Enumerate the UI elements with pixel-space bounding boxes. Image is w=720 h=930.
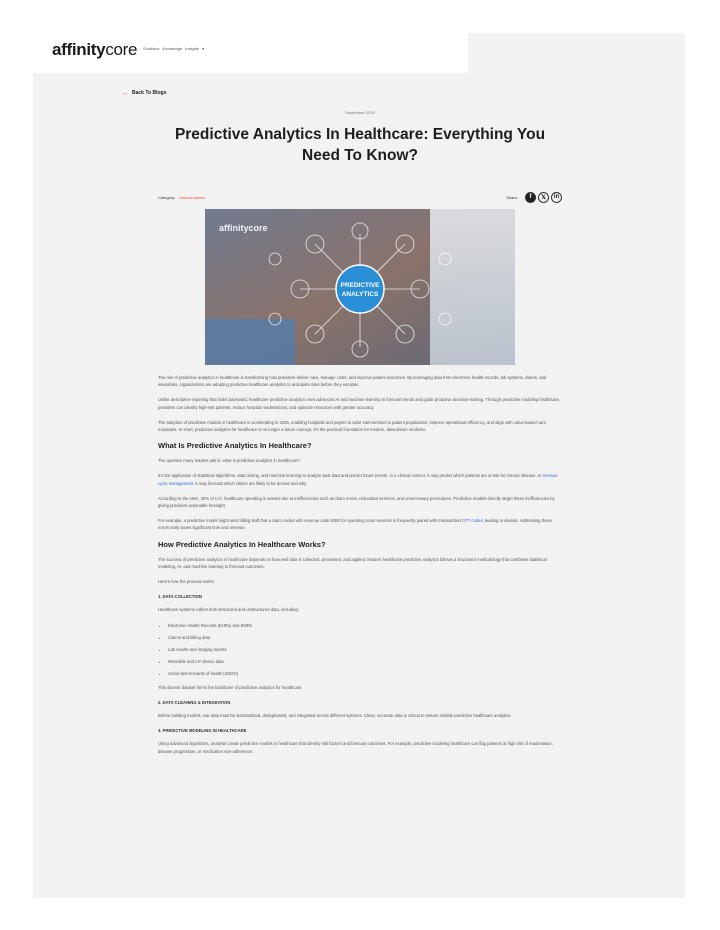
logo-text-core: core [105, 40, 138, 59]
paragraph: The question many leaders ask is: what is predictive analytics in healthcare? [158, 458, 300, 464]
paragraph: The rise of predictive analytics in healthcare is transforming how providers deliver care, manage costs, and improve patient outcomes. By leveraging data from electronic health records, lab systems, claims, and wearables, organizations are adopting predictive healthcare analytics to anticipate risks before they escalate. [158, 375, 547, 388]
share-label: Share: [506, 194, 518, 200]
paragraph: This diverse dataset forms the backbone of predictive analytics for healthcare. [158, 684, 303, 690]
text-segment: It's the application of statistical algorithms, data mining, and machine learning to analyze past data and predict future events. In a clinical context, it may predict which patients are at risk for chronic disease. In [158, 473, 543, 479]
nav-item-solutions[interactable]: Solutions [143, 46, 160, 51]
paragraph: Using advanced algorithms, analysts create predictive models in healthcare that identify risk factors and forecast outcomes. For example, predictive modeling healthcare can flag patients at high risk of readmission, disease progression, or medication non-adherence. [158, 741, 553, 754]
paragraph: Here's how the process works: [158, 579, 215, 585]
list-item: • Claims and billing data [168, 634, 562, 641]
category-label: Category: [158, 194, 176, 200]
logo-text-affinity: affinity [52, 40, 106, 59]
back-to-blogs-link[interactable] [122, 90, 166, 96]
hero-logo-text: affinitycore [219, 223, 268, 233]
hero-badge-line1: PREDICTIVE [340, 282, 380, 289]
affinitycore-logo[interactable] [52, 40, 137, 62]
linkedin-icon[interactable]: in [551, 192, 562, 203]
paragraph: Unlike descriptive reporting that looks backward, healthcare predictive analytics uses advanced AI and machine learning to forecast trends and guide proactive decision-making. Through predictive modeling healthcare, providers can identify high-risk patients, reduce hospital readmissions, and optimize resources with greater accuracy. [158, 397, 561, 410]
subheading-data-collection: 1. DATA COLLECTION [158, 594, 202, 600]
paragraph: The success of predictive analytics in healthcare depends on how well data is collected, processed, and applied. Modern healthcare predictive analytics follows a structured methodology that combines statistical modeling, AI, and machine learning to forecast outcomes. [158, 556, 547, 569]
hero-image [205, 209, 515, 365]
heading-what-is: What Is Predictive Analytics In Healthcare? [158, 441, 312, 451]
revenue-cycle-management-link[interactable]: revenue cycle management [158, 473, 558, 486]
list-item: • Electronic Health Records (EHRs) and EMRs [168, 622, 562, 629]
category-link[interactable]: Data Analytics [179, 194, 205, 200]
subheading-predictive-modeling: 3. PREDICTIVE MODELING IN HEALTHCARE [158, 728, 247, 734]
text-segment: For example, a predictive model might alert billing staff that a claim coded with revenue code 0360 for operating room services is frequently paired with mismatched [158, 518, 462, 524]
list-item: • Social determinants of health (SDOH) [168, 670, 562, 677]
nav-item-knowledge[interactable]: Knowledge [162, 46, 183, 51]
hero-badge-line2: ANALYTICS [341, 291, 379, 298]
back-to-blogs-label: Back To Blogs [132, 90, 167, 96]
article-meta-row [158, 190, 562, 204]
publish-date: September 2025 [345, 110, 375, 115]
main-nav [143, 46, 204, 51]
list-item: • Lab results and imaging reports [168, 646, 562, 653]
subheading-data-cleaning: 2. DATA CLEANING & INTEGRATION [158, 699, 231, 705]
nav-item-insights[interactable]: Insights [185, 46, 200, 51]
paragraph: The adoption of predictive models in healthcare is accelerating in 2025, enabling hospitals and payers to tailor interventions to patient populations, improve operational efficiency, and align with value-based care mandates. In short, predictive analytics for healthcare is no longer a future concept, it's the practical foundation for modern, data-driven medicine. [158, 419, 546, 433]
list-item: • Wearable and IoT device data [168, 658, 562, 665]
chevron-down-icon[interactable]: ▾ [202, 46, 205, 51]
article-title: Predictive Analytics In Healthcare: Everything You Need To Know? [174, 126, 546, 164]
paragraph: Before building models, raw data must be standardized, deduplicated, and integrated across different systems. Clean, accurate data is critical to ensure reliable predictive healthcare analytics. [158, 713, 512, 719]
category [158, 195, 205, 200]
paragraph: According to the AMA, 30% of U.S. healthcare spending is wasted due to inefficiencies such as claim errors, redundant services, and unnecessary procedures. Predictive models directly target these inefficiencies by giving providers actionable foresight. [158, 495, 555, 509]
heading-how-it-works: How Predictive Analytics In Healthcare Works? [158, 539, 326, 549]
data-sources-list [158, 622, 562, 678]
article-body [158, 374, 562, 763]
facebook-icon[interactable]: f [525, 192, 536, 203]
text-segment: , it may forecast which claims are likely to be denied and why. [193, 480, 308, 486]
cpt-codes-link[interactable]: CPT codes [461, 518, 483, 524]
share-bar [506, 192, 562, 203]
paragraph: Healthcare systems collect both structured and unstructured data, including: [158, 607, 299, 613]
arrow-left-icon: ← [122, 89, 129, 97]
x-twitter-icon[interactable]: 𝕏 [538, 192, 549, 203]
paragraph-with-link [158, 472, 562, 486]
text-segment: , leading to denials. Addressing these errors early saves significant time and revenue. [158, 518, 552, 531]
paragraph-with-link [158, 517, 562, 531]
